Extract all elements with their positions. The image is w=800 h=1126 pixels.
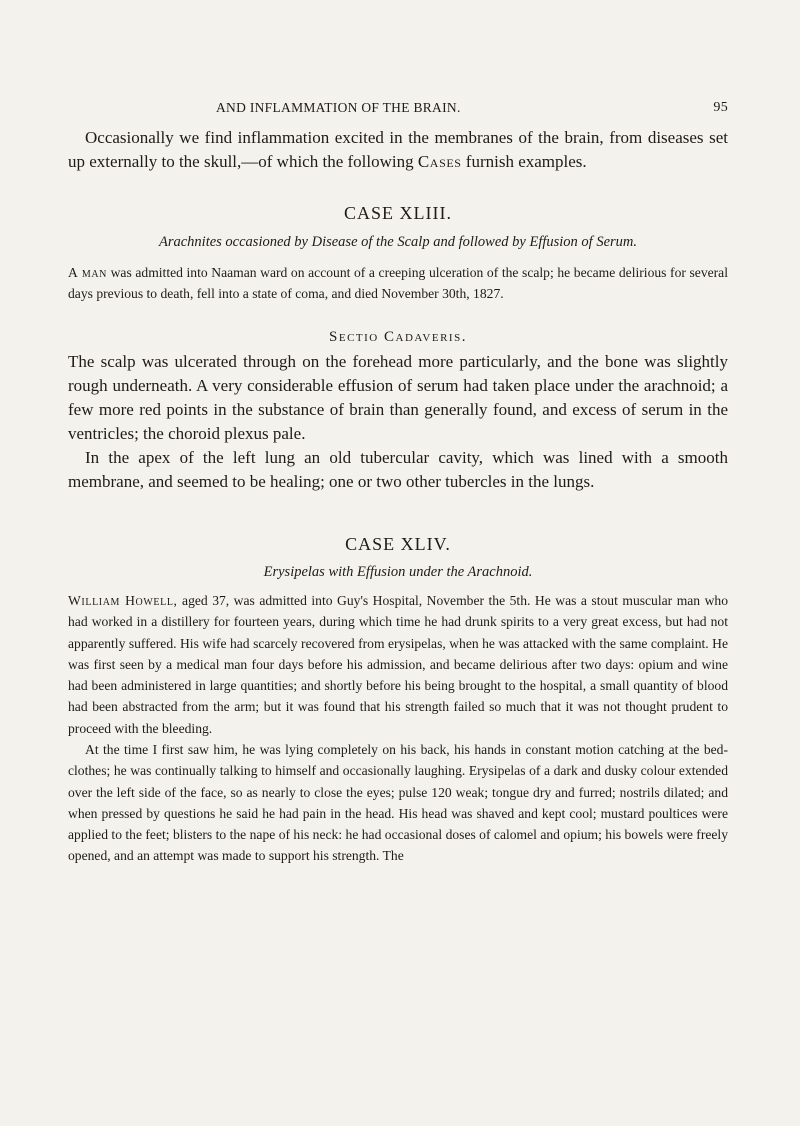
intro-tail: furnish examples. — [461, 152, 587, 171]
page-number: 95 — [713, 100, 728, 115]
case-44-paragraph-1 — [68, 590, 728, 739]
autopsy-paragraph-2: In the apex of the left lung an old tubercular cavity, which was lined with a smooth membrane, and seemed to be healing; one or two other tubercles in the lungs. — [68, 448, 728, 491]
case-43-subtitle: Arachnites occasioned by Disease of the Scalp and followed by Effusion of Serum. — [158, 234, 638, 250]
case-44-patient-name: William Howell, — [68, 593, 178, 608]
running-title: AND INFLAMMATION OF THE BRAIN. — [216, 100, 461, 115]
case-44-paragraph-2: At the time I first saw him, he was lying completely on his back, his hands in constant motion catching at the bed-clothes; he was continually talking to himself and occasionally laughing. Erysipelas of a dark and dusky colour extended over the left side of the face, so as nearly to close the eyes; pulse 120 weak; tongue dry and furred; nostrils dilated; and when pressed by questions he said he had pain in the head. His head was shaved and kept cool; mustard poultices were applied to the feet; blisters to the nape of his neck: he had occasional doses of calomel and opium; his bowels were freely opened, and an attempt was made to support his strength. The — [68, 742, 728, 864]
case-43-opening: A man — [68, 265, 108, 280]
case-44-subtitle: Erysipelas with Effusion under the Arachnoid. — [263, 564, 533, 580]
case-43-paragraph — [68, 262, 728, 305]
intro-paragraph — [68, 126, 728, 174]
autopsy-paragraph-1: The scalp was ulcerated through on the forehead more particularly, and the bone was slightly rough underneath. A very considerable effusion of serum had taken place under the arachnoid; a few more red points in the substance of brain than generally found, and excess of serum in the ventricles; the choroid plexus pale. — [68, 352, 728, 443]
case-44-heading: CASE XLIV. — [345, 534, 451, 554]
case-43-heading: CASE XLIII. — [344, 203, 452, 223]
case-44-text: aged 37, was admitted into Guy's Hospital, November the 5th. He was a stout muscular man who had worked in a distillery for fourteen years, during which time he had drunk spirits to a very great excess, but had not apparently suffered. His wife had scarcely recovered from erysipelas, when he was attacked with the same complaint. He was first seen by a medical man four days before his admission, and became delirious after two days: opium and wine had been administered in large quantities; and shortly before his being brought to the hospital, a small quantity of blood had been abstracted from the arm; but it was found that his strength failed so much that it was not thought prudent to proceed with the bleeding. — [68, 593, 729, 736]
intro-cases-word: Cases — [417, 152, 462, 171]
autopsy-section — [68, 350, 728, 494]
sectio-cadaveris-heading: Sectio Cadaveris. — [329, 329, 467, 345]
intro-lead: Occasionally we find inflammation excited in the membranes of the brain, from diseases set up externally to the skull,—of which the following — [68, 128, 728, 171]
case-43-text: was admitted into Naaman ward on account of a creeping ulceration of the scalp; he became delirious for several days previous to death, fell into a state of coma, and died November 30th, 1827. — [68, 265, 728, 302]
